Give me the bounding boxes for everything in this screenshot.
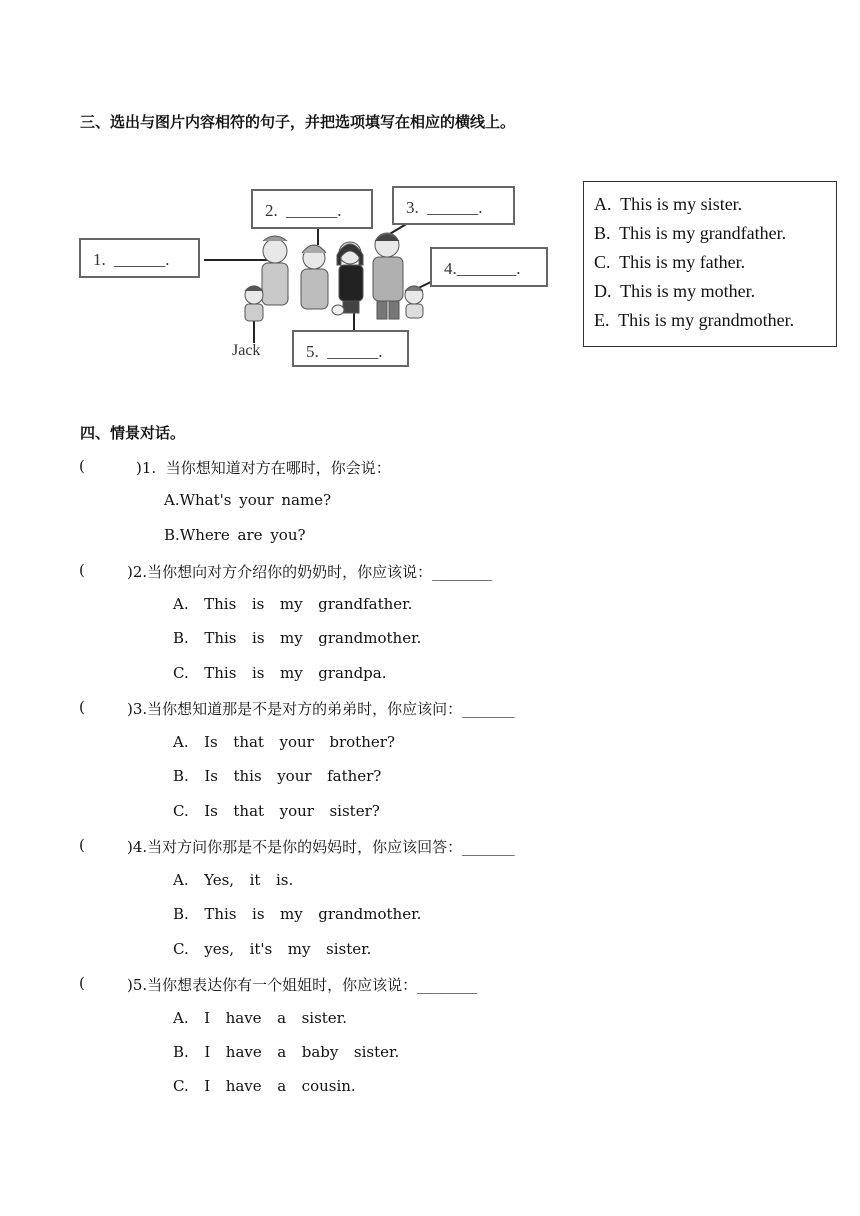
section-4-title: 四、情景对话。: [80, 424, 186, 442]
choices-box: [583, 181, 837, 347]
question-1-option-a: A.What's your name?: [164, 491, 332, 509]
picture-label-2: 2. ______.: [251, 189, 373, 229]
question-5-option-b: B. I have a baby sister.: [173, 1043, 400, 1061]
picture-label-5: 5. ______.: [292, 330, 409, 367]
question-3: )3.当你想知道那是不是对方的弟弟时，你应该问：_______: [127, 700, 515, 718]
question-2-option-b: B. This is my grandmother.: [173, 629, 422, 647]
answer-paren-5[interactable]: (: [79, 974, 85, 992]
question-5-option-a: A. I have a sister.: [173, 1009, 347, 1027]
question-3-option-c: C. Is that your sister?: [173, 802, 380, 820]
question-1-option-b: B.Where are you?: [164, 526, 306, 544]
answer-paren-1[interactable]: (: [79, 457, 85, 475]
choice-c: C. This is my father.: [594, 252, 746, 272]
question-5-option-c: C. I have a cousin.: [173, 1077, 356, 1095]
section-3-title: 三、选出与图片内容相符的句子，并把选项填写在相应的横线上。: [80, 113, 516, 131]
question-4: )4.当对方问你那是不是你的妈妈时，你应该回答：_______: [127, 838, 515, 856]
picture-label-1: 1. ______.: [79, 238, 200, 278]
question-3-option-a: A. Is that your brother?: [173, 733, 395, 751]
question-3-option-b: B. Is this your father?: [173, 767, 382, 785]
question-4-option-c: C. yes, it's my sister.: [173, 940, 372, 958]
question-5: )5.当你想表达你有一个姐姐时，你应该说：________: [127, 976, 478, 994]
picture-label-4: 4._______.: [430, 247, 548, 287]
question-2-option-c: C. This is my grandpa.: [173, 664, 387, 682]
choice-a: A. This is my sister.: [594, 194, 743, 214]
picture-label-3: 3. ______.: [392, 186, 515, 225]
answer-paren-3[interactable]: (: [79, 698, 85, 716]
answer-paren-4[interactable]: (: [79, 836, 85, 854]
question-4-option-a: A. Yes, it is.: [173, 871, 294, 889]
answer-paren-2[interactable]: (: [79, 561, 85, 579]
question-1: )1. 当你想知道对方在哪时，你会说：: [136, 459, 391, 477]
question-2-option-a: A. This is my grandfather.: [173, 595, 413, 613]
choice-b: B. This is my grandfather.: [594, 223, 787, 243]
question-4-option-b: B. This is my grandmother.: [173, 905, 422, 923]
choice-e: E. This is my grandmother.: [594, 310, 795, 330]
question-2: )2.当你想向对方介绍你的奶奶时，你应该说：________: [127, 563, 493, 581]
family-illustration: [245, 233, 423, 321]
jack-label: Jack: [232, 342, 261, 359]
choice-d: D. This is my mother.: [594, 281, 756, 301]
